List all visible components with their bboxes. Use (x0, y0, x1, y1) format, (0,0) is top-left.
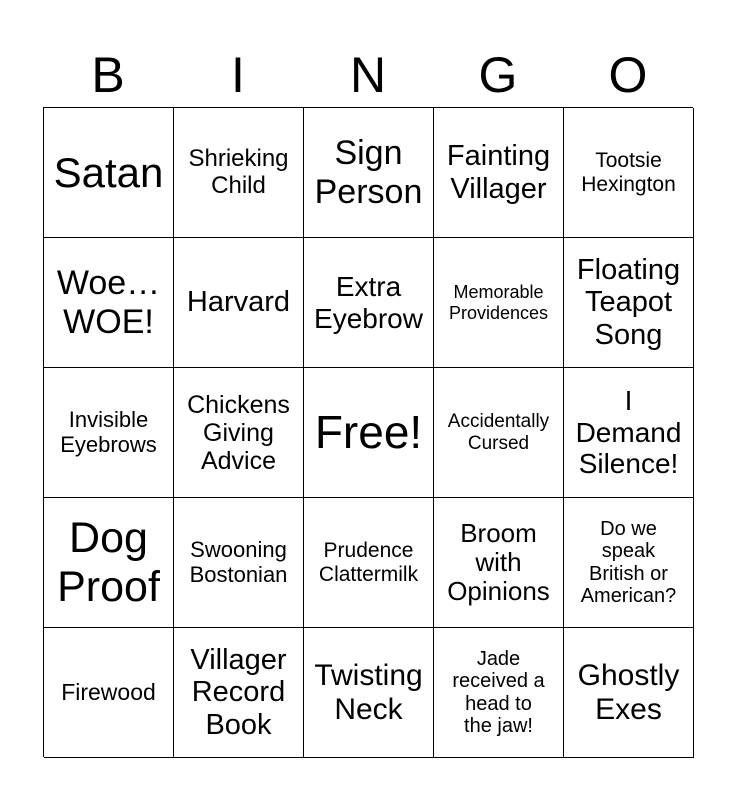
bingo-cell-r3c3-free[interactable] (304, 368, 434, 498)
bingo-cell-r5c2[interactable] (174, 628, 304, 758)
header-letter-i: I (231, 47, 245, 103)
bingo-cell-r4c5[interactable] (564, 498, 694, 628)
bingo-cell-r5c4[interactable] (434, 628, 564, 758)
bingo-cell-r5c5[interactable] (564, 628, 694, 758)
bingo-cell-r2c1[interactable] (44, 238, 174, 368)
bingo-cell-r2c4[interactable] (434, 238, 564, 368)
cell-text: Firewood (61, 678, 156, 705)
cell-text: Woe… WOE! (56, 264, 161, 341)
header-letter-o: O (608, 47, 648, 103)
cell-text: I Demand Silence! (575, 385, 682, 480)
bingo-header (43, 42, 693, 108)
cell-text: Satan (53, 148, 164, 196)
bingo-cell-r3c1[interactable] (44, 368, 174, 498)
header-letter-g: G (478, 47, 518, 103)
bingo-cell-r4c4[interactable] (434, 498, 564, 628)
cell-text: Invisible Eyebrows (60, 406, 157, 457)
bingo-cell-r3c2[interactable] (174, 368, 304, 498)
cell-text: Jade received a head to the jaw! (452, 647, 545, 737)
cell-text: Do we speak British or American? (580, 517, 677, 607)
bingo-cell-r3c5[interactable] (564, 368, 694, 498)
cell-text: Ghostly Exes (577, 658, 680, 726)
cell-text: Dog Proof (57, 514, 160, 611)
bingo-cell-r1c2[interactable] (174, 108, 304, 238)
cell-text: Chickens Giving Advice (187, 390, 290, 475)
header-letter-n: N (349, 47, 387, 103)
bingo-cell-r1c5[interactable] (564, 108, 694, 238)
bingo-cell-r2c3[interactable] (304, 238, 434, 368)
cell-text: Twisting Neck (314, 658, 423, 726)
cell-text: Sign Person (314, 134, 423, 211)
bingo-cell-r3c4[interactable] (434, 368, 564, 498)
cell-text: Harvard (186, 286, 291, 319)
cell-text: Tootsie Hexington (581, 148, 676, 196)
free-space-text: Free! (314, 405, 423, 458)
cell-text: Shrieking Child (188, 144, 289, 199)
cell-text: Fainting Villager (446, 140, 551, 205)
header-letter-b: B (91, 47, 125, 103)
bingo-cell-r2c2[interactable] (174, 238, 304, 368)
bingo-cell-r4c3[interactable] (304, 498, 434, 628)
bingo-cell-r4c1[interactable] (44, 498, 174, 628)
bingo-grid (43, 107, 693, 757)
cell-text: Extra Eyebrow (314, 271, 423, 334)
bingo-cell-r1c1[interactable] (44, 108, 174, 238)
cell-text: Swooning Bostonian (189, 536, 288, 587)
bingo-cell-r2c5[interactable] (564, 238, 694, 368)
cell-text: Floating Teapot Song (576, 253, 681, 351)
bingo-cell-r1c4[interactable] (434, 108, 564, 238)
cell-text: Prudence Clattermilk (318, 538, 419, 586)
bingo-cell-r4c2[interactable] (174, 498, 304, 628)
cell-text: Villager Record Book (190, 643, 287, 741)
cell-text: Memorable Providences (448, 282, 549, 323)
bingo-cell-r1c3[interactable] (304, 108, 434, 238)
cell-text: Accidentally Cursed (447, 411, 550, 454)
bingo-cell-r5c1[interactable] (44, 628, 174, 758)
cell-text: Broom with Opinions (447, 517, 550, 607)
bingo-cell-r5c3[interactable] (304, 628, 434, 758)
